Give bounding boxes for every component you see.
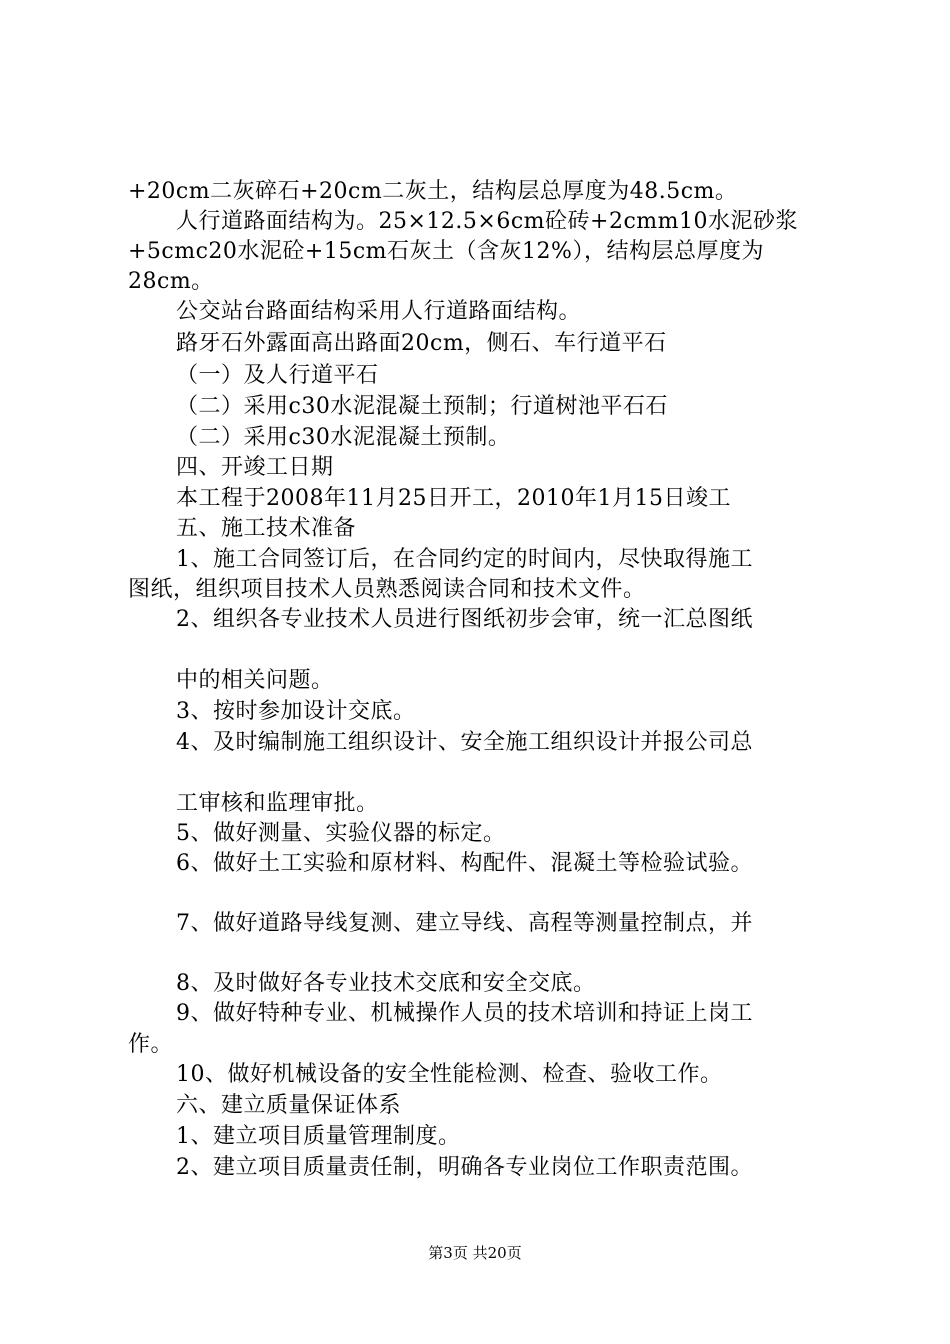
page-number-footer: 第3页 共20页 <box>428 1244 522 1262</box>
text-line: 图纸，组织项目技术人员熟悉阅读合同和技术文件。 <box>128 577 646 602</box>
text-line: 7、做好道路导线复测、建立导线、高程等测量控制点，并 <box>176 911 753 936</box>
text-line: 8、及时做好各专业技术交底和安全交底。 <box>176 971 596 996</box>
text-line: 工审核和监理审批。 <box>176 791 379 816</box>
text-line: 4、及时编制施工组织设计、安全施工组织设计并报公司总 <box>176 730 753 755</box>
text-line: 6、做好土工实验和原材料、构配件、混凝土等检验试验。 <box>176 851 753 876</box>
text-line: 公交站台路面结构采用人行道路面结构。 <box>176 299 582 324</box>
text-line: 5、做好测量、实验仪器的标定。 <box>176 821 506 846</box>
text-line: 2、组织各专业技术人员进行图纸初步会审，统一汇总图纸 <box>176 607 753 632</box>
text-line: +5cmc20水泥砼+15cm石灰土（含灰12%），结构层总厚度为 <box>128 239 764 264</box>
text-line: 9、做好特种专业、机械操作人员的技术培训和持证上岗工 <box>176 1001 753 1026</box>
text-line: 中的相关问题。 <box>176 668 334 693</box>
section-heading: 六、建立质量保证体系 <box>176 1093 402 1118</box>
text-line: 本工程于2008年11月25日开工，2010年1月15日竣工 <box>176 486 731 511</box>
text-line: （二）采用c30水泥混凝土预制；行道树池平石石 <box>176 394 668 419</box>
text-line: 1、施工合同签订后，在合同约定的时间内，尽快取得施工 <box>176 547 753 572</box>
text-line: 1、建立项目质量管理制度。 <box>176 1124 461 1149</box>
text-line: 3、按时参加设计交底。 <box>176 699 416 724</box>
text-line: 10、做好机械设备的安全性能检测、检查、验收工作。 <box>176 1062 723 1087</box>
text-line: 2、建立项目质量责任制，明确各专业岗位工作职责范围。 <box>176 1155 753 1180</box>
text-line: 28cm。 <box>128 269 214 294</box>
text-line: +20cm二灰碎石+20cm二灰土，结构层总厚度为48.5cm。 <box>128 179 738 204</box>
text-line: 路牙石外露面高出路面20cm，侧石、车行道平石 <box>176 331 667 356</box>
section-heading: 五、施工技术准备 <box>176 516 357 541</box>
text-line: 人行道路面结构为。25×12.5×6cm砼砖+2cmm10水泥砂浆 <box>176 209 798 234</box>
text-line: 作。 <box>128 1032 174 1057</box>
section-heading: 四、开竣工日期 <box>176 455 334 480</box>
text-line: （一）及人行道平石 <box>176 363 379 388</box>
text-line: （二）采用c30水泥混凝土预制。 <box>176 425 511 450</box>
